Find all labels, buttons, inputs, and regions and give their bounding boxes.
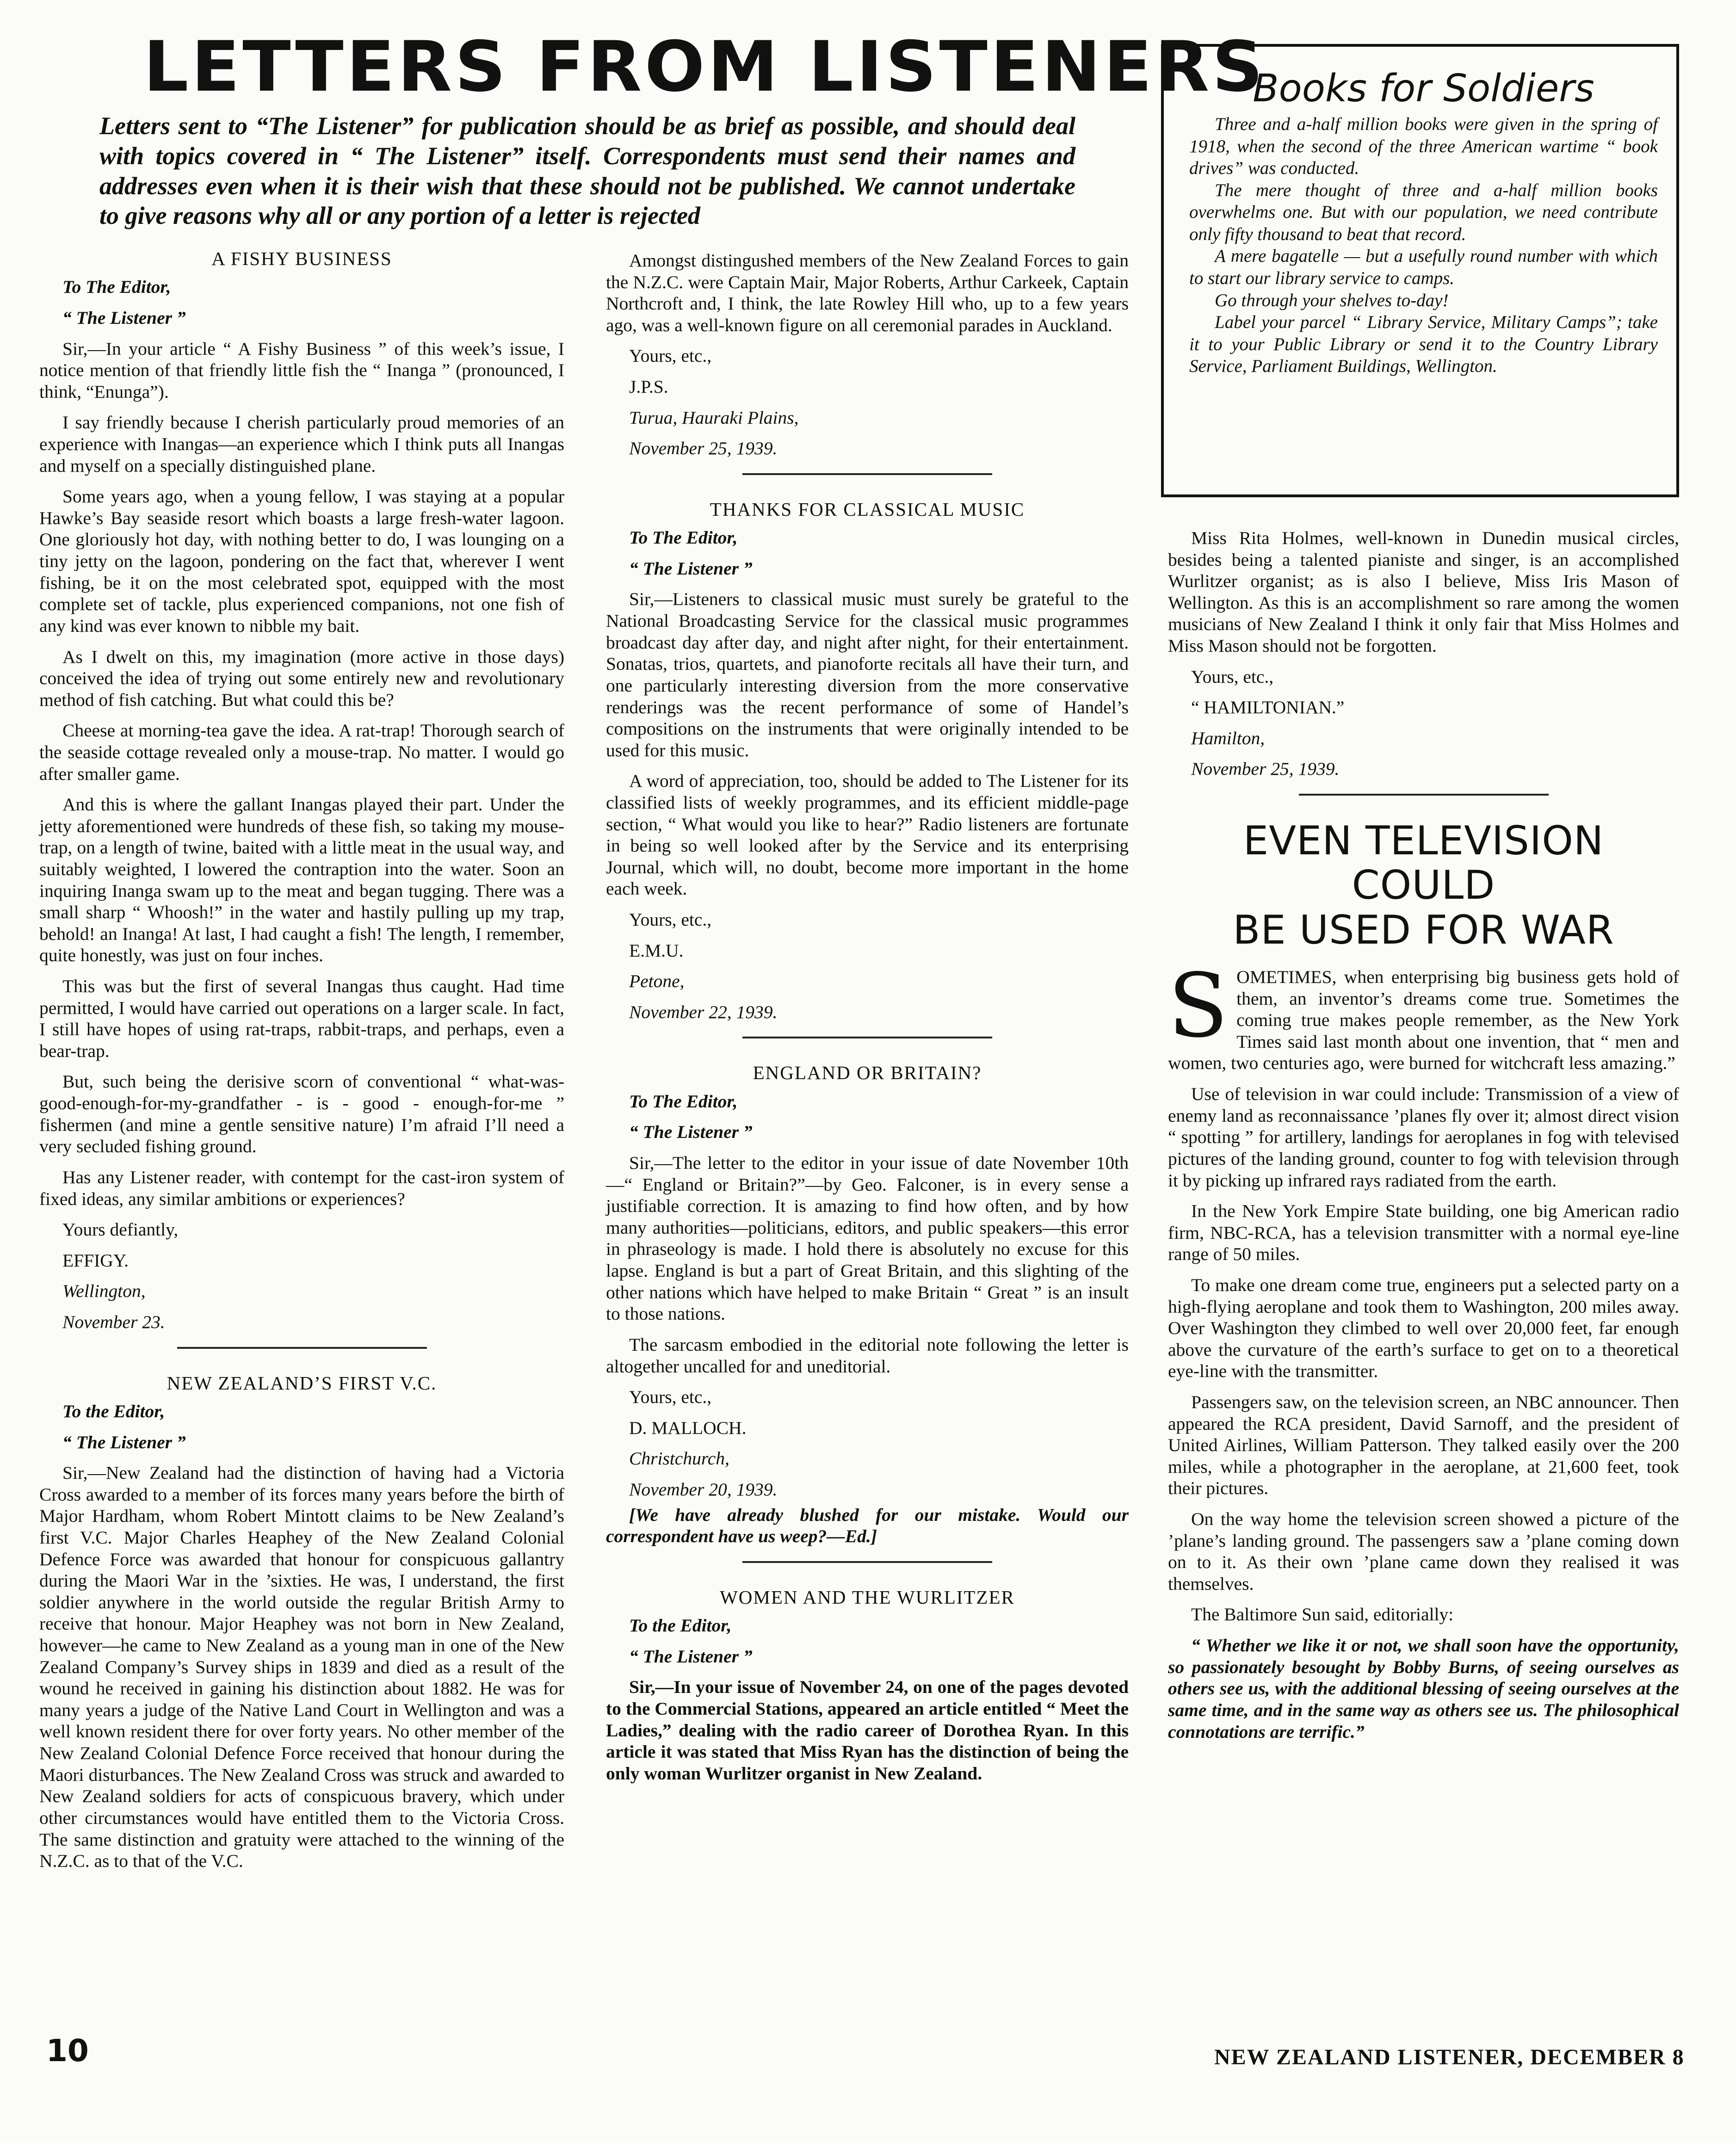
closing: Yours, etc.,	[1191, 666, 1274, 687]
page-number: 10	[46, 2033, 89, 2069]
salutation-listener: “ The Listener ”	[62, 1432, 186, 1452]
closing: Yours, etc.,	[629, 1387, 712, 1408]
books-title: Books for Soldiers	[1253, 67, 1594, 111]
letter-paragraph: But, such being the derisive scorn of conventional “ what-was-good-enough-for-my-grandfather - is - good - enough-for-me ” fishermen (and mine a gentle sensitive nature) I’m afraid I’ll need a very secluded fishing ground.	[39, 1071, 564, 1157]
letter-paragraph: I say friendly because I cherish particularly proud memories of an experience with Inangas—an experience which I think puts all Inangas and myself on a specially distinguished plane.	[39, 412, 564, 476]
letter-paragraph: Sir,—The letter to the editor in your issue of date November 10th—“ England or Britain?”—by Geo. Falconer, is in every sense a justifiable correction. It is amazing to find how often, and by how many authorities—politicians, editors, and public speakers—this error in phraseology is made. I hold there is absolutely no excuse for this lapse. England is but a part of Great Britain, and this slighting of the other nations which have helped to make Britain “ Great ” is an insult to those nations.	[606, 1153, 1129, 1324]
intro-notice: Letters sent to “The Listener” for publication should be as brief as possible, and should deal with topics covered in “ The Listener” itself. Correspondents must send their names and addresses even when it is their wish that these should not be published. We cannot undertake to give reasons why all or any portion of a letter is rejected	[99, 112, 1075, 230]
article-paragraph: In the New York Empire State building, one big American radio firm, NBC-RCA, has a television transmitter with a normal eye-line range of 50 miles.	[1168, 1201, 1679, 1265]
television-headline	[1168, 819, 1679, 952]
letter-heading: THANKS FOR CLASSICAL MUSIC	[710, 498, 1025, 520]
books-paragraph: Three and a-half million books were given in the spring of 1918, when the second of the three American wartime “ book drives” was conducted.	[1189, 114, 1658, 179]
letter-paragraph: Some years ago, when a young fellow, I was staying at a popular Hawke’s Bay seaside resort which boasts a large fresh-water lagoon. One gloriously hot day, with nothing better to do, I was lounging on a tiny jetty on the lagoon, pondering on the fact that, wherever I went fishing, be it on the most celebrated spot, equipped with the most complete set of tackle, plus experienced companions, not one fish of any kind was ever known to nibble my bait.	[39, 486, 564, 636]
letter-heading: WOMEN AND THE WURLITZER	[720, 1586, 1015, 1608]
divider-rule	[742, 1037, 992, 1038]
article-paragraph: The Baltimore Sun said, editorially:	[1191, 1604, 1454, 1625]
divider-rule	[177, 1347, 427, 1349]
letter-paragraph: Cheese at morning-tea gave the idea. A rat-trap! Thorough search of the seaside cottage revealed only a mouse-trap. No matter. I would go after smaller game.	[39, 720, 564, 784]
divider-rule	[1299, 794, 1549, 796]
closing: Yours, etc.,	[629, 909, 712, 930]
salutation-listener: “ The Listener ”	[629, 1122, 753, 1143]
salutation-listener: “ The Listener ”	[629, 1646, 753, 1667]
article-paragraph: Use of television in war could include: Transmission of a view of enemy land as reconnaissance ’planes fly over it; almost direct vision “ spotting ” for artillery, landings for aeroplanes in fog with televised pictures of the landing ground, counter to fog with television through it by picking up infrared rays radiated from the earth.	[1168, 1084, 1679, 1191]
books-paragraph: Go through your shelves to-day!	[1215, 290, 1449, 310]
salutation: To the Editor,	[629, 1615, 732, 1636]
letter-paragraph: As I dwelt on this, my imagination (more active in those days) conceived the idea of trying out some entirely new and revolutionary method of fish catching. But what could this be?	[39, 646, 564, 710]
headline-line: EVEN TELEVISION COULD	[1243, 818, 1604, 909]
letter-paragraph: A word of appreciation, too, should be added to The Listener for its classified lists of weekly programmes, and its efficient middle-page section, “ What would you like to hear?” Radio listeners are fortunate in being so well looked after by the Service and its enterprising Journal, which will, no doubt, become more important in the home each week.	[606, 771, 1129, 899]
books-paragraph: The mere thought of three and a-half million books overwhelms one. But with our population, we need contribute only fifty thousand to beat that record.	[1189, 180, 1658, 244]
books-paragraph: Label your parcel “ Library Service, Military Camps”; take it to your Public Library or send it to the Country Library Service, Parliament Buildings, Wellington.	[1189, 312, 1658, 377]
letter-date: November 25, 1939.	[1191, 759, 1340, 779]
article-paragraph: On the way home the television screen showed a picture of the ’plane’s landing ground. The passengers saw a ’plane coming down on to it. As their own ’plane came down they realised it was themselves.	[1168, 1509, 1679, 1594]
editor-note: [We have already blushed for our mistake. Would our correspondent have us weep?—Ed.]	[606, 1504, 1129, 1547]
article-quote: “ Whether we like it or not, we shall soon have the opportunity, so passionately besought by Bobby Burns, of seeing ourselves as others see us, with the additional blessing of seeing ourselves at the same time, and in the same way as others see us. The philosophical connotations are terrific.”	[1168, 1635, 1679, 1742]
salutation: To The Editor,	[62, 277, 171, 297]
publication-footer: NEW ZEALAND LISTENER, DECEMBER 8	[1214, 2045, 1685, 2069]
letter-place: Christchurch,	[629, 1448, 729, 1469]
letter-date: November 25, 1939.	[629, 438, 778, 459]
salutation-listener: “ The Listener ”	[62, 307, 186, 328]
article-paragraph: To make one dream come true, engineers put a selected party on a high-flying aeroplane and took them to Washington, 200 miles away. Over Washington they climbed to well over 20,000 feet, far enough above the curvature of the earth’s surface to get on to a theoretical eye-line with the transmitter.	[1168, 1274, 1679, 1382]
signature: J.P.S.	[629, 377, 668, 397]
column-1	[39, 247, 564, 1881]
drop-cap: S	[1168, 955, 1229, 1057]
column-2	[606, 250, 1129, 1793]
closing: Yours defiantly,	[62, 1219, 179, 1240]
signature: “ HAMILTONIAN.”	[1191, 697, 1345, 718]
books-paragraph: A mere bagatelle — but a usefully round number with which to start our library service to camps.	[1189, 246, 1658, 289]
letter-date: November 20, 1939.	[629, 1479, 778, 1500]
signature: EFFIGY.	[62, 1250, 129, 1271]
letter-paragraph: Sir,—In your issue of November 24, on one of the pages devoted to the Commercial Stations, appeared an article entitled “ Meet the Ladies,” dealing with the radio career of Dorothea Ryan. In this article it was stated that Miss Ryan has the distinction of being the only woman Wurlitzer organist in New Zealand.	[606, 1677, 1129, 1784]
letter-place: Wellington,	[62, 1281, 146, 1302]
letter-place: Turua, Hauraki Plains,	[629, 407, 799, 428]
salutation: To The Editor,	[629, 527, 738, 548]
divider-rule	[742, 1561, 992, 1563]
letter-date: November 22, 1939.	[629, 1001, 778, 1022]
signature: E.M.U.	[629, 940, 684, 961]
article-first-paragraph	[1168, 955, 1679, 1074]
column-3	[1168, 527, 1679, 1752]
letter-paragraph: Sir,—Listeners to classical music must surely be grateful to the National Broadcasting Service for the classical music programmes broadcast day after day, and night after night, for their entertainment. Sonatas, trios, quartets, and pianoforte recitals all have their turn, and one particularly interesting diversion from the more conservative renderings was the recent performance of some of Handel’s compositions on the instruments that were originally intended to be used for this music.	[606, 589, 1129, 760]
salutation: To the Editor,	[62, 1401, 165, 1421]
letter-paragraph: Amongst distingushed members of the New Zealand Forces to gain the N.Z.C. were Captain Mair, Major Roberts, Arthur Carkeek, Captain Northcroft and, I think, the late Rowley Hill who, up to a few years ago, was a well-known figure on all ceremonial parades in Auckland.	[606, 250, 1129, 335]
letter-paragraph: And this is where the gallant Inangas played their part. Under the jetty aforementioned were hundreds of these fish, so taking my mouse-trap, on a length of twine, baited with a little meat in the usual way, and suitably weighted, I lowered the contraption into the water. Soon an inquiring Inanga swam up to the meat and began tugging. There was a small sharp “ Whoosh!” in the water and hastily pulling up my trap, behold! an Inanga! At last, I had caught a fish! The length, I remember, quite honestly, was just on four inches.	[39, 794, 564, 966]
masthead-title: LETTERS FROM LISTENERS	[143, 27, 1266, 107]
letter-place: Hamilton,	[1191, 728, 1265, 748]
letter-paragraph: Has any Listener reader, with contempt for the cast-iron system of fixed ideas, any similar ambitions or experiences?	[39, 1167, 564, 1209]
signature: D. MALLOCH.	[629, 1417, 747, 1438]
salutation-listener: “ The Listener ”	[629, 558, 753, 579]
letter-paragraph: Miss Rita Holmes, well-known in Dunedin musical circles, besides being a talented pianiste and singer, is an accomplished Wurlitzer organist; as is also I believe, Miss Iris Mason of Wellington. As this is an accomplishment so rare among the women musicians of New Zealand I think it only fair that Miss Holmes and Miss Mason should not be forgotten.	[1168, 528, 1679, 656]
letter-heading: ENGLAND OR BRITAIN?	[753, 1062, 982, 1084]
headline-line: BE USED FOR WAR	[1233, 907, 1614, 953]
letter-paragraph: This was but the first of several Inangas thus caught. Had time permitted, I would have carried out operations on a larger scale. In fact, I still have hopes of using rat-traps, rabbit-traps, and perhaps, even a bear-trap.	[39, 976, 564, 1061]
letter-heading: A FISHY BUSINESS	[211, 248, 392, 269]
article-first-text: OMETIMES, when enterprising big business gets hold of them, an inventor’s dreams come true. Sometimes the coming true makes people remember, as the New York Times said last month about one invention, that “ men and women, two centuries ago, were burned for witchcraft less amazing.”	[1168, 967, 1679, 1074]
closing: Yours, etc.,	[629, 346, 712, 366]
books-for-soldiers-box	[1161, 44, 1679, 497]
letter-heading: NEW ZEALAND’S FIRST V.C.	[167, 1372, 437, 1394]
letter-place: Petone,	[629, 971, 685, 992]
salutation: To The Editor,	[629, 1091, 738, 1112]
letter-date: November 23.	[62, 1311, 165, 1332]
letter-paragraph: Sir,—In your article “ A Fishy Business ” of this week’s issue, I notice mention of that friendly little fish the “ Inanga ” (pronounced, I think, “Enunga”).	[39, 338, 564, 402]
letter-paragraph: Sir,—New Zealand had the distinction of having had a Victoria Cross awarded to a member of its forces many years before the birth of Major Hardham, whom Robert Mintott claims to be New Zealand’s first V.C. Major Charles Heaphey of the New Zealand Colonial Defence Force was awarded that honour for conspicuous gallantry during the Maori War in the ’sixties. He was, I understand, the first soldier anywhere in the world outside the regular British Army to receive that honour. Major Heaphey was not born in New Zealand, however—he came to New Zealand as a young man in one of the New Zealand Company’s Survey ships in 1839 and died as a result of the wound he received in gaining his distinction about 1882. He was for many years a judge of the Native Land Court in Wellington and was a well known resident there for over forty years. No other member of the New Zealand Colonial Defence Force received that honour during the Maori disturbances. The New Zealand Cross was struck and awarded to New Zealand soldiers for acts of conspicuous bravery, which under other circumstances would have entitled them to the Victoria Cross. The same distinction and gratuity were attached to the winning of the N.Z.C. as to that of the V.C.	[39, 1463, 564, 1871]
divider-rule	[742, 473, 992, 475]
article-paragraph: Passengers saw, on the television screen, an NBC announcer. Then appeared the RCA president, David Sarnoff, and the president of United Airlines, William Patterson. They talked easily over the 200 miles, while a photographer in the aeroplane, at 21,600 feet, took their pictures.	[1168, 1392, 1679, 1499]
letter-paragraph: The sarcasm embodied in the editorial note following the letter is altogether uncalled for and uneditorial.	[606, 1334, 1129, 1377]
